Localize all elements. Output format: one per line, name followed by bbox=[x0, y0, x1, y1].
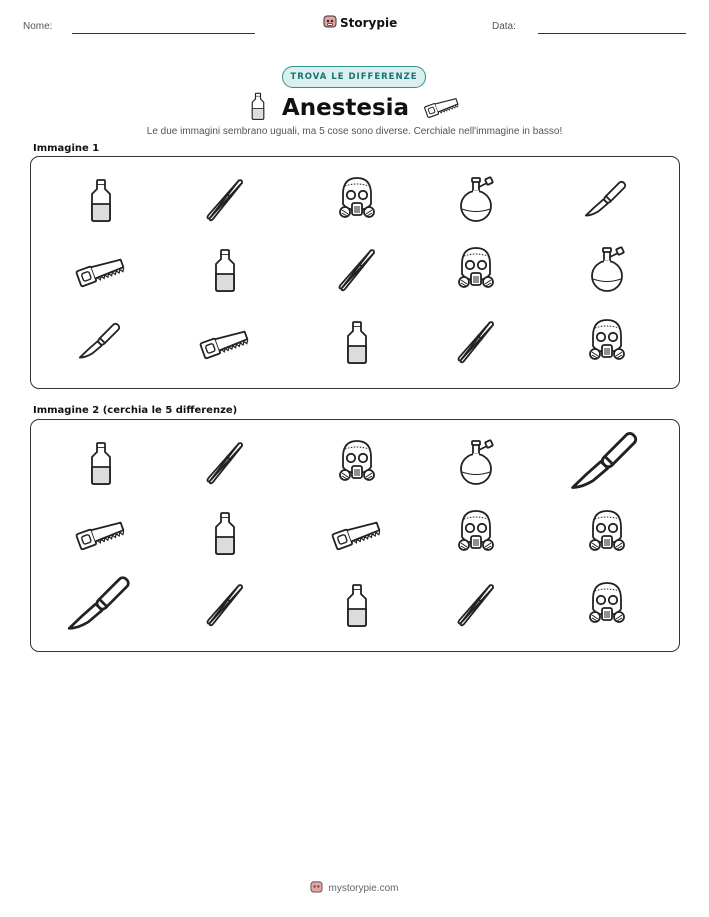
gas-mask-icon bbox=[297, 164, 417, 236]
saw-icon bbox=[165, 306, 285, 378]
flask-icon bbox=[547, 234, 667, 306]
forceps-icon bbox=[165, 164, 285, 236]
gas-mask-icon[interactable] bbox=[547, 569, 667, 641]
scalpel-icon bbox=[547, 164, 667, 236]
vial-icon bbox=[297, 306, 417, 378]
vial-icon[interactable] bbox=[41, 427, 161, 499]
storypie-mascot-icon bbox=[323, 13, 337, 32]
forceps-icon[interactable] bbox=[416, 569, 536, 641]
forceps-icon[interactable] bbox=[165, 427, 285, 499]
date-line[interactable] bbox=[538, 33, 686, 34]
flask-icon bbox=[416, 164, 536, 236]
vial-icon bbox=[41, 164, 161, 236]
date-label: Data: bbox=[492, 21, 516, 32]
vial-icon bbox=[250, 92, 266, 124]
forceps-icon bbox=[416, 306, 536, 378]
flask-icon[interactable] bbox=[416, 427, 536, 499]
footer bbox=[0, 880, 709, 896]
image2-panel[interactable] bbox=[30, 419, 680, 652]
forceps-icon bbox=[297, 234, 417, 306]
vial-icon bbox=[165, 234, 285, 306]
page-title: Anestesia bbox=[281, 95, 410, 121]
image1-label: Immagine 1 bbox=[33, 143, 100, 154]
name-line[interactable] bbox=[72, 33, 255, 34]
gas-mask-icon[interactable] bbox=[547, 497, 667, 569]
image2-label: Immagine 2 (cerchia le 5 differenze) bbox=[33, 405, 238, 416]
footer-url[interactable]: mystorypie.com bbox=[328, 882, 399, 894]
activity-type-badge: TROVA LE DIFFERENZE bbox=[282, 66, 426, 88]
vial-icon[interactable] bbox=[297, 569, 417, 641]
image1-panel bbox=[30, 156, 680, 389]
brand-name: Storypie bbox=[340, 15, 398, 30]
title-row bbox=[0, 92, 709, 124]
storypie-logo bbox=[323, 13, 397, 32]
scalpel-icon[interactable] bbox=[41, 569, 161, 641]
storypie-mascot-icon bbox=[310, 880, 323, 896]
saw-icon bbox=[41, 234, 161, 306]
gas-mask-icon bbox=[416, 234, 536, 306]
vial-icon[interactable] bbox=[165, 497, 285, 569]
scalpel-icon[interactable] bbox=[547, 427, 667, 499]
saw-icon[interactable] bbox=[297, 497, 417, 569]
gas-mask-icon[interactable] bbox=[297, 427, 417, 499]
scalpel-icon bbox=[41, 306, 161, 378]
forceps-icon[interactable] bbox=[165, 569, 285, 641]
saw-icon[interactable] bbox=[41, 497, 161, 569]
gas-mask-icon bbox=[547, 306, 667, 378]
saw-icon bbox=[425, 96, 459, 120]
gas-mask-icon[interactable] bbox=[416, 497, 536, 569]
name-label: Nome: bbox=[23, 21, 53, 32]
instructions: Le due immagini sembrano uguali, ma 5 cose sono diverse. Cerchiale nell'immagine in basso! bbox=[146, 126, 563, 137]
